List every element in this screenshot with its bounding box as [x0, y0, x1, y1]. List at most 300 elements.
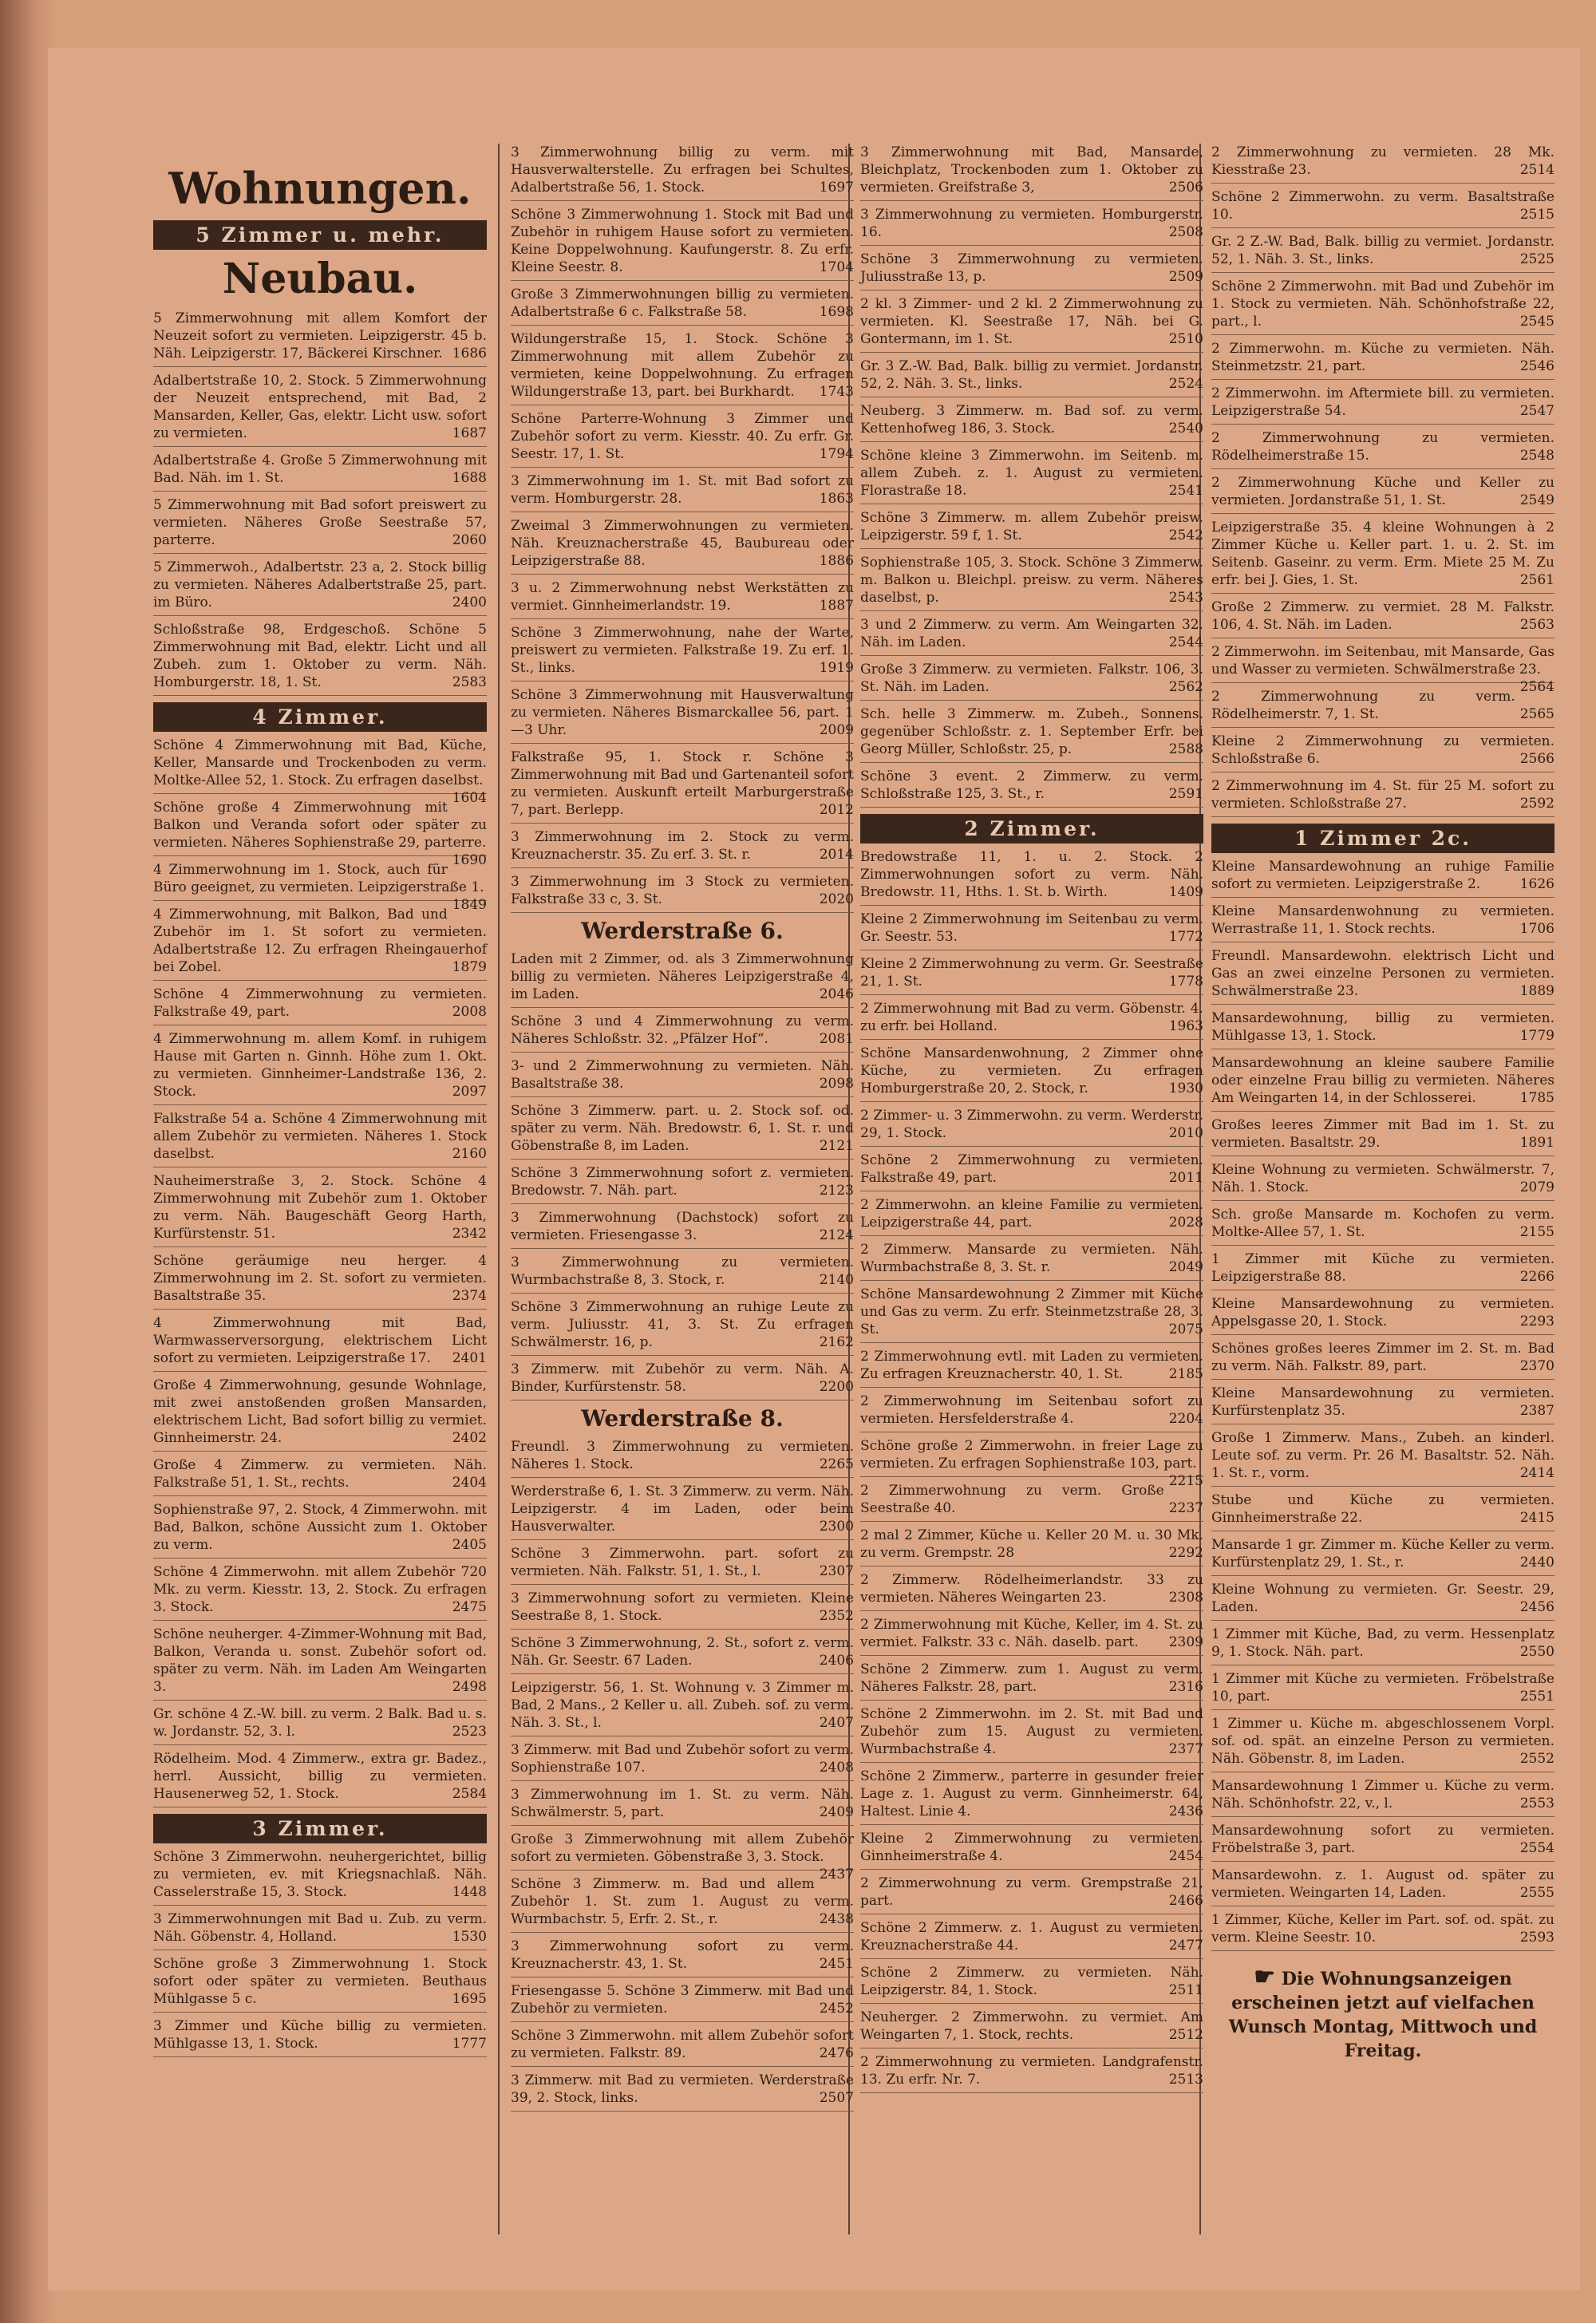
ad-number: 2316 [1168, 1679, 1203, 1695]
ad-text: Falkstraße 95, 1. Stock r. Schöne 3 Zimmerwohnung mit Bad und Gartenanteil sofort zu vermieten. Auskunft erteilt Marburgerstraße 7, part. Berlepp. [511, 749, 854, 818]
ad-text: Nauheimerstraße 3, 2. Stock. Schöne 4 Zimmerwohnung mit Zubehör zum 1. Oktober zu verm. Näh. Baugeschäft Georg Harth, Kurfürstenstr. 51. [153, 1173, 487, 1242]
classified-ad [860, 1964, 1203, 2004]
ad-text: 2 kl. 3 Zimmer- und 2 kl. 2 Zimmerwohnung zu vermieten. Kl. Seestraße 17, Näh. bei G. Gontermann, im 1. St. [860, 296, 1203, 347]
ad-number: 2162 [819, 1334, 854, 1350]
section-band: 4 Zimmer. [153, 702, 487, 732]
ad-number: 2293 [1519, 1314, 1555, 1329]
ad-text: Freundl. Mansardewohn. elektrisch Licht und Gas an zwei einzelne Personen zu vermieten. Schwälmerstraße 23. [1211, 948, 1555, 999]
ad-number: 1779 [1519, 1028, 1555, 1044]
ad-list [153, 737, 487, 1807]
ad-number: 1887 [819, 598, 854, 614]
ad-number: 2160 [452, 1146, 487, 1162]
ad-number: 2204 [1168, 1411, 1203, 1427]
ad-number: 2415 [1519, 1510, 1555, 1526]
ad-number: 2405 [452, 1537, 487, 1553]
ad-text: Großes leeres Zimmer mit Bad im 1. St. zu vermieten. Basaltstr. 29. [1211, 1117, 1555, 1151]
classified-ad [1211, 1777, 1555, 1817]
ad-text: 2 Zimmerwohnung zu verm. Große Seestraße 40. [860, 1483, 1164, 1516]
ad-number: 2592 [1519, 796, 1555, 812]
ad-text: Mansardewohnung 1 Zimmer u. Küche zu verm. Näh. Schönhofstr. 22, v., l. [1211, 1778, 1555, 1811]
ad-number: 2476 [819, 2045, 854, 2061]
ad-text: 3 Zimmerwohnungen mit Bad u. Zub. zu verm. Näh. Göbenstr. 4, Holland. [153, 1911, 487, 1945]
ad-text: Mansardewohn. z. 1. August od. später zu vermieten. Weingarten 14, Laden. [1211, 1867, 1555, 1901]
classified-ad [511, 1164, 854, 1204]
classified-ad [860, 1045, 1203, 1102]
ad-number: 1743 [819, 384, 854, 400]
ad-number: 2377 [1168, 1741, 1203, 1757]
ad-number: 2155 [1519, 1224, 1555, 1240]
ad-text: 5 Zimmerwohnung mit Bad sofort preiswert zu vermieten. Näheres Große Seestraße 57, parterre. [153, 497, 487, 548]
classified-ad [860, 1393, 1203, 1432]
classified-ad [153, 2017, 487, 2057]
ad-text: 3 Zimmerw. mit Bad zu vermieten. Werderstraße 39, 2. Stock, links. [511, 2072, 854, 2106]
classified-ad [153, 1110, 487, 1167]
ad-number: 2544 [1168, 634, 1203, 650]
ad-number: 2553 [1519, 1796, 1555, 1811]
classified-ad [860, 1705, 1203, 1763]
ad-text: Schöne 2 Zimmerwohnung zu vermieten. Falkstraße 49, part. [860, 1152, 1203, 1186]
ad-number: 2266 [1519, 1269, 1555, 1285]
ad-text: Mansardewohnung sofort zu vermieten. Fröbelstraße 3, part. [1211, 1823, 1555, 1856]
ad-text: Schöne Mansardenwohnung, 2 Zimmer ohne Küche, zu vermieten. Zu erfragen Homburgerstraße 20, 2. Stock, r. [860, 1045, 1203, 1096]
ad-number: 1626 [1519, 876, 1555, 892]
classified-ad [1211, 278, 1555, 335]
ad-text: Neuberg. 3 Zimmerw. m. Bad sof. zu verm. Kettenhofweg 186, 3. Stock. [860, 403, 1203, 437]
ad-text: 3 Zimmerwohnung mit Bad, Mansarde, Bleichplatz, Trockenboden zum 1. Oktober zu vermieten. Greifstraße 3, [860, 144, 1203, 196]
ad-text: Schloßstraße 98, Erdgeschoß. Schöne 5 Zimmerwohnung mit Bad, elektr. Licht und all Zubeh. zum 1. Oktober zu verm. Näh. Homburgerstr. 18, 1. St. [153, 622, 487, 690]
ad-text: 4 Zimmerwohnung, mit Balkon, Bad und Zubehör im 1. St sofort zu vermieten. Adalbertstraße 12. Zu erfragen Rheingauerhof bei Zobel. [153, 907, 487, 975]
ad-number: 2561 [1519, 572, 1555, 588]
ad-number: 2525 [1519, 251, 1555, 267]
ad-number: 2514 [1519, 162, 1555, 178]
ad-number: 2513 [1168, 2072, 1203, 2088]
classified-ad [860, 402, 1203, 442]
ad-text: Schönes großes leeres Zimmer im 2. St. m. Bad zu verm. Näh. Falkstr. 89, part. [1211, 1341, 1555, 1374]
ad-text: 4 Zimmerwohnung im 1. Stock, auch für Büro geeignet, zu vermieten. Leipzigerstraße 1. [153, 862, 484, 895]
ad-text: Freundl. 3 Zimmerwohnung zu vermieten. Näheres 1. Stock. [511, 1439, 854, 1472]
ad-text: Kleine 2 Zimmerwohnung zu vermieten. Schloßstraße 6. [1211, 733, 1555, 767]
ad-number: 2060 [452, 532, 487, 548]
classified-ad [511, 1786, 854, 1826]
classified-ad [511, 828, 854, 868]
ad-text: 2 Zimmerwohn. im Aftermiete bill. zu vermieten. Leipzigerstraße 54. [1211, 385, 1555, 419]
classified-ad [511, 1634, 854, 1674]
ad-text: Schöne 3 Zimmerwohnung zu vermieten. Juliusstraße 13, p. [860, 251, 1203, 285]
ad-number: 1886 [819, 553, 854, 569]
ad-text: 2 Zimmerwohn. m. Küche zu vermieten. Näh. Steinmetzstr. 21, part. [1211, 341, 1555, 374]
classified-ad [511, 1875, 854, 1933]
ad-text: Schöne 2 Zimmerw. z. 1. August zu vermieten. Kreuznacherstraße 44. [860, 1920, 1203, 1954]
ad-text: Schöne 3 Zimmerwohnung sofort z. vermieten. Bredowstr. 7. Näh. part. [511, 1165, 854, 1199]
classified-ad [1211, 858, 1555, 898]
ad-list [153, 1848, 487, 2057]
ad-number: 1778 [1168, 974, 1203, 990]
ad-number: 2511 [1168, 1982, 1203, 1998]
ad-text: Adalbertstraße 4. Große 5 Zimmerwohnung mit Bad. Näh. im 1. St. [153, 452, 487, 486]
ad-number: 2475 [452, 1599, 487, 1615]
column-1 [153, 160, 487, 2062]
classified-ad [860, 955, 1203, 995]
classified-ad [153, 906, 487, 981]
ad-number: 1686 [452, 346, 487, 361]
classified-ad [860, 144, 1203, 201]
classified-ad [1211, 947, 1555, 1005]
ad-text: 2 Zimmerwohnung im 4. St. für 25 M. sofort zu vermieten. Schloßstraße 27. [1211, 778, 1555, 812]
ad-number: 2309 [1168, 1634, 1203, 1650]
ad-number: 2545 [1519, 314, 1555, 330]
ad-number: 2124 [819, 1227, 854, 1243]
classified-ad [153, 1955, 487, 2013]
ad-number: 1777 [452, 2036, 487, 2052]
ad-text: 3 Zimmerwohnung im 1. St. zu verm. Näh. Schwälmerstr. 5, part. [511, 1787, 854, 1820]
ad-text: Kleine Wohnung zu vermieten. Gr. Seestr. 29, Laden. [1211, 1582, 1555, 1615]
ad-text: Große 2 Zimmerw. zu vermiet. 28 M. Falkstr. 106, 4. St. Näh. im Laden. [1211, 599, 1555, 633]
classified-ad [860, 509, 1203, 549]
classified-ad [153, 1030, 487, 1105]
classified-ad [511, 579, 854, 619]
ad-number: 1697 [819, 180, 854, 196]
ad-text: Kleine Mansardenwohnung zu vermieten. Werrastraße 11, 1. Stock rechts. [1211, 903, 1555, 937]
ad-number: 2507 [819, 2090, 854, 2106]
classified-ad [511, 2027, 854, 2067]
ad-text: Große 4 Zimmerw. zu vermieten. Näh. Falkstraße 51, 1. St., rechts. [153, 1457, 487, 1491]
ad-number: 2292 [1168, 1545, 1203, 1561]
classified-ad [153, 452, 487, 492]
classified-ad [511, 950, 854, 1008]
classified-ad [153, 496, 487, 554]
classified-ad [860, 1241, 1203, 1281]
ad-text: 2 Zimmerwohnung im Seitenbau sofort zu vermieten. Hersfelderstraße 4. [860, 1393, 1203, 1427]
ad-number: 2014 [819, 847, 854, 863]
ad-text: 2 Zimmerwohnung mit Bad zu verm. Göbenstr. 4. zu erfr. bei Holland. [860, 1001, 1203, 1034]
classified-ad [1211, 599, 1555, 638]
ad-text: Neuherger. 2 Zimmerwohn. zu vermiet. Am Weingarten 7, 1. Stock, rechts. [860, 2009, 1203, 2043]
classified-ad [511, 873, 854, 913]
classified-ad [153, 1501, 487, 1559]
classified-ad [1211, 385, 1555, 425]
classified-ad [860, 1348, 1203, 1388]
ad-number: 2028 [1168, 1215, 1203, 1231]
classified-ad [153, 1750, 487, 1807]
ad-number: 2551 [1519, 1689, 1555, 1705]
ad-text: 1 Zimmer mit Küche, Bad, zu verm. Hessenplatz 9, 1. Stock. Näh. part. [1211, 1626, 1555, 1660]
ad-text: Schöne 3 Zimmerwohnung 1. Stock mit Bad und Zubehör in ruhigem Hause sofort zu vermieten. Keine Doppelwohnung. Kaufungerstr. 8. Zu erfr. Kleine Seestr. 8. [511, 207, 854, 275]
ad-number: 1889 [1519, 983, 1555, 999]
ad-text: Große 3 Zimmerw. zu vermieten. Falkstr. 106, 3. St. Näh. im Laden. [860, 662, 1203, 695]
classified-ad [153, 1910, 487, 1950]
classified-ad [1211, 188, 1555, 228]
ad-text: 5 Zimmerwoh., Adalbertstr. 23 a, 2. Stock billig zu vermieten. Näheres Adalbertstraße 25, part. im Büro. [153, 559, 487, 610]
ad-text: Friesengasse 5. Schöne 3 Zimmerw. mit Bad und Zubehör zu vermieten. [511, 1983, 854, 2017]
ad-number: 2452 [819, 2001, 854, 2017]
ad-number: 2552 [1519, 1751, 1555, 1767]
ad-text: Werderstraße 6, 1. St. 3 Zimmerw. zu verm. Näh. Leipzigerstr. 4 im Laden, oder beim Hausverwalter. [511, 1483, 854, 1535]
classified-ad [1211, 429, 1555, 469]
ad-list [860, 848, 1203, 2093]
ad-number: 1772 [1168, 929, 1203, 945]
ad-text: 2 Zimmerwohnung zu vermieten. Landgrafenstr. 13. Zu erfr. Nr. 7. [860, 2054, 1203, 2088]
ad-number: 2477 [1168, 1938, 1203, 1954]
classified-ad [153, 372, 487, 447]
ad-text: Laden mit 2 Zimmer, od. als 3 Zimmerwohnung billig zu vermieten. Näheres Leipzigerstraße 4, im Laden. [511, 951, 854, 1002]
classified-ad [860, 2009, 1203, 2048]
ad-number: 2200 [819, 1379, 854, 1395]
classified-ad [153, 1456, 487, 1496]
section-band: 2 Zimmer. [860, 814, 1203, 843]
ad-text: Kleine 2 Zimmerwohnung im Seitenbau zu verm. Gr. Seestr. 53. [860, 911, 1203, 945]
classified-ad [511, 624, 854, 681]
ad-number: 2515 [1519, 207, 1555, 223]
ad-number: 1879 [452, 959, 487, 975]
ad-number: 2540 [1168, 421, 1203, 437]
classified-ad [511, 1013, 854, 1053]
ad-text: 1 Zimmer mit Küche zu vermieten. Leipzigerstraße 88. [1211, 1251, 1555, 1285]
classified-ad [1211, 1429, 1555, 1487]
ad-text: 2 Zimmer- u. 3 Zimmerwohn. zu verm. Werderstr. 29, 1. Stock. [860, 1108, 1203, 1141]
classified-ad [1211, 1116, 1555, 1156]
column-2 [511, 144, 854, 2116]
classified-ad [1211, 1054, 1555, 1112]
classified-ad [153, 1172, 487, 1247]
ad-text: Leipzigerstr. 56, 1. St. Wohnung v. 3 Zimmer m. Bad, 2 Mans., 2 Keller u. all. Zubeh. sof. zu verm. Näh. 3. St., l. [511, 1680, 854, 1731]
classified-ad [860, 1830, 1203, 1870]
ad-number: 2409 [819, 1804, 854, 1820]
classified-ad [153, 1314, 487, 1372]
ad-text: Schöne 3 Zimmerw. m. Bad und allem Zubehör 1. St. zum 1. August zu verm. Wurmbachstr. 5, Erfr. 2. St., r. [511, 1876, 854, 1927]
classified-ad [1211, 733, 1555, 772]
ad-number: 1690 [452, 852, 487, 868]
ad-number: 1448 [452, 1884, 487, 1900]
ad-number: 1687 [452, 425, 487, 441]
ad-number: 1930 [1168, 1081, 1203, 1096]
ad-text: Große 1 Zimmerw. Mans., Zubeh. an kinderl. Leute sof. zu verm. Pr. 26 M. Basaltstr. 52. Näh. 1. St. r., vorm. [1211, 1430, 1555, 1481]
ad-text: Schöne große 4 Zimmerwohnung mit Balkon und Veranda sofort oder später zu vermieten. Näheres Sophienstraße 29, parterre. [153, 800, 487, 851]
ad-number: 2308 [1168, 1590, 1203, 1606]
footer-notice [1211, 1965, 1555, 2063]
classified-ad [860, 295, 1203, 353]
classified-ad [860, 768, 1203, 808]
column-4 [1211, 144, 1555, 2063]
classified-ad [511, 1361, 854, 1401]
ad-number: 2011 [1168, 1170, 1203, 1186]
ad-text: Schöne 2 Zimmerwohn. mit Bad und Zubehör im 1. Stock zu vermieten. Näh. Schönhofstraße 22, part., l. [1211, 279, 1555, 330]
ad-text: 2 mal 2 Zimmer, Küche u. Keller 20 M. u. 30 Mk. zu verm. Grempstr. 28 [860, 1527, 1203, 1561]
classified-ad [860, 251, 1203, 290]
classified-ad [511, 1102, 854, 1160]
classified-ad [511, 1590, 854, 1630]
classified-ad [860, 1000, 1203, 1040]
ad-list [1211, 144, 1555, 817]
ad-number: 2406 [819, 1653, 854, 1669]
ad-text: 3 Zimmerwohnung (Dachstock) sofort zu vermieten. Friesengasse 3. [511, 1210, 854, 1243]
ad-text: Wildungerstraße 15, 1. Stock. Schöne 3 Zimmerwohnung mit allem Zubehör zu vermieten, keine Doppelwohnung. Zu erfragen Wildungerstraße 13, part. bei Burkhardt. [511, 331, 854, 400]
ad-text: 3 Zimmer und Küche billig zu vermieten. Mühlgasse 13, 1. Stock. [153, 2018, 487, 2052]
ad-text: 3 Zimmerwohnung im 1. St. mit Bad sofort zu verm. Homburgerstr. 28. [511, 473, 854, 507]
ad-number: 2408 [819, 1760, 854, 1776]
classified-ad [153, 1563, 487, 1621]
classified-ad [1211, 1161, 1555, 1201]
classified-ad [511, 1938, 854, 1977]
ad-text: Schöne geräumige neu herger. 4 Zimmerwohnung im 2. St. sofort zu vermieten. Basaltstraße 35. [153, 1253, 487, 1304]
ad-number: 1849 [452, 897, 487, 913]
classified-ad [860, 616, 1203, 656]
classified-ad [511, 1831, 854, 1882]
classified-ad [1211, 1626, 1555, 1665]
ad-number: 1963 [1168, 1018, 1203, 1034]
classified-ad [860, 1875, 1203, 1914]
classified-ad [1211, 474, 1555, 514]
classified-ad [860, 1437, 1203, 1489]
ad-text: Schöne 4 Zimmerwohn. mit allem Zubehör 720 Mk. zu verm. Kiesstr. 13, 2. Stock. Zu erfragen 3. Stock. [153, 1564, 487, 1615]
ad-number: 2588 [1168, 741, 1203, 757]
ad-number: 2554 [1519, 1840, 1555, 1856]
classified-ad [153, 1377, 487, 1452]
ad-text: 3- und 2 Zimmerwohnung zu vermieten. Näh. Basaltstraße 38. [511, 1058, 854, 1092]
ad-number: 1794 [819, 446, 854, 462]
ad-text: Rödelheim. Mod. 4 Zimmerw., extra gr. Badez., herrl. Aussicht, billig zu vermieten. Hausenerweg 52, 1. Stock. [153, 1751, 487, 1802]
classified-ad [511, 1298, 854, 1356]
ad-text: Schöne 3 Zimmerwohnung, nahe der Warte, preiswert zu vermieten. Falkstraße 19. Zu erf. 1. St., links. [511, 625, 854, 676]
ad-text: Mansardewohnung an kleine saubere Familie oder einzelne Frau billig zu vermieten. Näheres Am Weingarten 14, in der Schlosserei. [1211, 1055, 1555, 1106]
classified-ad [1211, 1867, 1555, 1906]
classified-ad [153, 1252, 487, 1310]
ad-number: 1704 [819, 259, 854, 275]
ad-number: 2237 [1168, 1500, 1203, 1516]
classified-ad [511, 472, 854, 512]
classified-ad [153, 310, 487, 367]
classified-ad [1211, 1295, 1555, 1335]
classified-ad [511, 517, 854, 575]
ad-number: 2401 [452, 1350, 487, 1366]
classified-ad [1211, 1581, 1555, 1621]
ad-text: Zweimal 3 Zimmerwohnungen zu vermieten. Näh. Kreuznacherstraße 45, Baubureau oder Leipzigerstraße 88. [511, 518, 854, 569]
ad-number: 2440 [1519, 1555, 1555, 1570]
classified-ad [153, 737, 487, 806]
ad-text: Schöne 2 Zimmerwohn. im 2. St. mit Bad und Zubehör zum 15. August zu vermieten. Wurmbachstraße 4. [860, 1706, 1203, 1757]
classified-ad [511, 2072, 854, 2112]
ad-text: Schöne 3 Zimmerwohn. mit allem Zubehör sofort zu vermieten. Falkstr. 89. [511, 2028, 854, 2061]
ad-number: 1409 [1168, 884, 1203, 900]
ad-text: 3 und 2 Zimmerw. zu verm. Am Weingarten 32. Näh. im Laden. [860, 617, 1203, 650]
ad-text: Kleine Mansardewohnung zu vermieten. Appelsgasse 20, 1. Stock. [1211, 1296, 1555, 1329]
ad-number: 2185 [1168, 1366, 1203, 1382]
ad-number: 2374 [452, 1288, 487, 1304]
ad-number: 2549 [1519, 492, 1555, 508]
classified-ad [1211, 903, 1555, 942]
ad-number: 2414 [1519, 1465, 1555, 1481]
ad-text: Schöne 3 Zimmerwohn. part. sofort zu vermieten. Näh. Falkstr. 51, 1. St., l. [511, 1546, 854, 1579]
ad-number: 2097 [452, 1084, 487, 1100]
ad-number: 1863 [819, 491, 854, 507]
ad-number: 2566 [1519, 751, 1555, 767]
ad-number: 2400 [452, 595, 487, 610]
section-masthead: Wohnungen. [168, 163, 472, 214]
ad-text: Mansardewohnung, billig zu vermieten. Mühlgasse 13, 1. Stock. [1211, 1010, 1555, 1044]
classified-ad [153, 861, 487, 913]
ad-text: 3 Zimmerwohnung zu vermieten. Homburgerstr. 16. [860, 207, 1203, 240]
ad-number: 2451 [819, 1956, 854, 1972]
ad-text: Kleine 2 Zimmerwohnung zu verm. Gr. Seestraße 21, 1. St. [860, 956, 1203, 990]
ad-number: 2524 [1168, 376, 1203, 392]
ad-number: 2509 [1168, 269, 1203, 285]
classified-ad [153, 1848, 487, 1906]
ad-text: Gr. 3 Z.-W. Bad, Balk. billig zu vermiet. Jordanstr. 52, 2. Näh. 3. St., links. [860, 358, 1203, 392]
ad-number: 2046 [819, 986, 854, 1002]
classified-ad [1211, 519, 1555, 594]
ad-text: 2 Zimmerwohn. an kleine Familie zu vermieten. Leipzigerstraße 44, part. [860, 1197, 1203, 1231]
ad-number: 1604 [452, 790, 487, 806]
ad-text: 3 Zimmerw. mit Bad und Zubehör sofort zu verm. Sophienstraße 107. [511, 1742, 854, 1776]
ad-text: 1 Zimmer, Küche, Keller im Part. sof. od. spät. zu verm. Kleine Seestr. 10. [1211, 1912, 1555, 1946]
classified-ad [511, 686, 854, 744]
ad-text: Sophienstraße 105, 3. Stock. Schöne 3 Zimmerw. m. Balkon u. Bleichpl. preisw. zu verm. Näheres daselbst, p. [860, 555, 1203, 606]
ad-heading: Werderstraße 8. [581, 1405, 784, 1432]
ad-number: 2564 [1519, 679, 1555, 695]
ad-text: Mansarde 1 gr. Zimmer m. Küche Keller zu verm. Kurfürstenplatz 29, 1. St., r. [1211, 1537, 1555, 1570]
classified-ad [511, 1741, 854, 1781]
ad-text: Schöne 3 event. 2 Zimmerw. zu verm. Schloßstraße 125, 3. St., r. [860, 768, 1203, 802]
ad-number: 2140 [819, 1272, 854, 1288]
classified-ad [153, 621, 487, 696]
ad-text: Schöne Mansardewohnung 2 Zimmer mit Küche und Gas zu verm. Zu erfr. Steinmetzstraße 28, 3. St. [860, 1286, 1203, 1337]
classified-ad [511, 144, 854, 201]
ad-text: 3 u. 2 Zimmerwohnung nebst Werkstätten zu vermiet. Ginnheimerlandstr. 19. [511, 580, 854, 614]
ad-number: 1530 [452, 1929, 487, 1945]
ad-text: 3 Zimmerwohnung sofort zu verm. Kreuznacherstr. 43, 1. St. [511, 1938, 854, 1972]
ad-text: Schöne 3 Zimmerwohnung mit Hausverwaltung zu vermieten. Näheres Bismarckallee 56, part. 1—3 Uhr. [511, 687, 854, 738]
ad-number: 2563 [1519, 617, 1555, 633]
classified-ad [511, 1254, 854, 1294]
classified-ad [511, 1679, 854, 1736]
classified-ad [1211, 1536, 1555, 1576]
ad-text: 2 Zimmerw. Mansarde zu vermieten. Näh. Wurmbachstraße 8, 3. St. r. [860, 1242, 1203, 1275]
ad-text: 4 Zimmerwohnung m. allem Komf. in ruhigem Hause mit Garten n. Ginnh. Höhe zum 1. Okt. zu vermieten. Ginnheimer-Landstraße 136, 2. Stock. [153, 1031, 487, 1100]
classified-ad [860, 1527, 1203, 1566]
ad-text: Kleine Mansardewohnung zu vermieten. Kurfürstenplatz 35. [1211, 1385, 1555, 1419]
ad-text: Leipzigerstraße 35. 4 kleine Wohnungen à 2 Zimmer Küche u. Keller part. 1. u. 2. St. im Seitenb. Gaseinr. zu verm. Erm. Miete 25 M. Zu erfr. bei J. Gies, 1. St. [1211, 520, 1555, 588]
ad-number: 2542 [1168, 527, 1203, 543]
ad-list [511, 1438, 854, 2112]
classified-ad [860, 661, 1203, 701]
classified-ad [860, 1616, 1203, 1656]
ad-text: Schöne 3 Zimmerw. part. u. 2. Stock sof. od. später zu verm. Näh. Bredowstr. 6, 1. St. r. und Göbenstraße 8, im Laden. [511, 1103, 854, 1154]
ad-number: 1785 [1519, 1090, 1555, 1106]
ad-text: 1 Zimmer u. Küche m. abgeschlossenem Vorpl. sof. od. spät. an einzelne Person zu vermieten. Näh. Göbenstr. 8, im Laden. [1211, 1716, 1555, 1767]
classified-ad [860, 1286, 1203, 1343]
ad-number: 1698 [819, 304, 854, 320]
ad-text: Schöne 3 Zimmerw. m. allem Zubehör preisw. Leipzigerstr. 59 f, 1. St. [860, 510, 1203, 543]
ad-list [511, 950, 854, 1401]
ad-heading: Werderstraße 6. [581, 918, 784, 944]
ad-text: 3 Zimmerwohnung sofort zu vermieten. Kleine Seestraße 8, 1. Stock. [511, 1590, 854, 1624]
ad-text: 1 Zimmer mit Küche zu vermieten. Fröbelstraße 10, part. [1211, 1671, 1555, 1705]
ad-text: 4 Zimmerwohnung mit Bad, Warmwasserversorgung, elektrischem Licht sofort zu vermieten. Leipzigerstraße 17. [153, 1315, 487, 1366]
ad-number: 2454 [1168, 1848, 1203, 1864]
classified-ad [153, 799, 487, 868]
classified-ad [1211, 1009, 1555, 1049]
ad-number: 2562 [1168, 679, 1203, 695]
ad-number: 2121 [819, 1138, 854, 1154]
classified-ad [511, 1483, 854, 1540]
classified-ad [1211, 1385, 1555, 1424]
ad-text: Schöne große 2 Zimmerwohn. in freier Lage zu vermieten. Zu erfragen Sophienstraße 103, part. [860, 1438, 1203, 1472]
classified-ad [1211, 688, 1555, 728]
ad-text: 3 Zimmerwohnung im 2. Stock zu verm. Kreuznacherstr. 35. Zu erf. 3. St. r. [511, 829, 854, 863]
ad-text: Schöne 2 Zimmerw., parterre in gesunder freier Lage z. 1. August zu verm. Ginnheimerstr. 64, Haltest. Linie 4. [860, 1768, 1203, 1819]
classified-ad [860, 1919, 1203, 1959]
pointing-hand-icon: ☛ [1254, 1963, 1276, 1991]
ad-number: 2265 [819, 1456, 854, 1472]
